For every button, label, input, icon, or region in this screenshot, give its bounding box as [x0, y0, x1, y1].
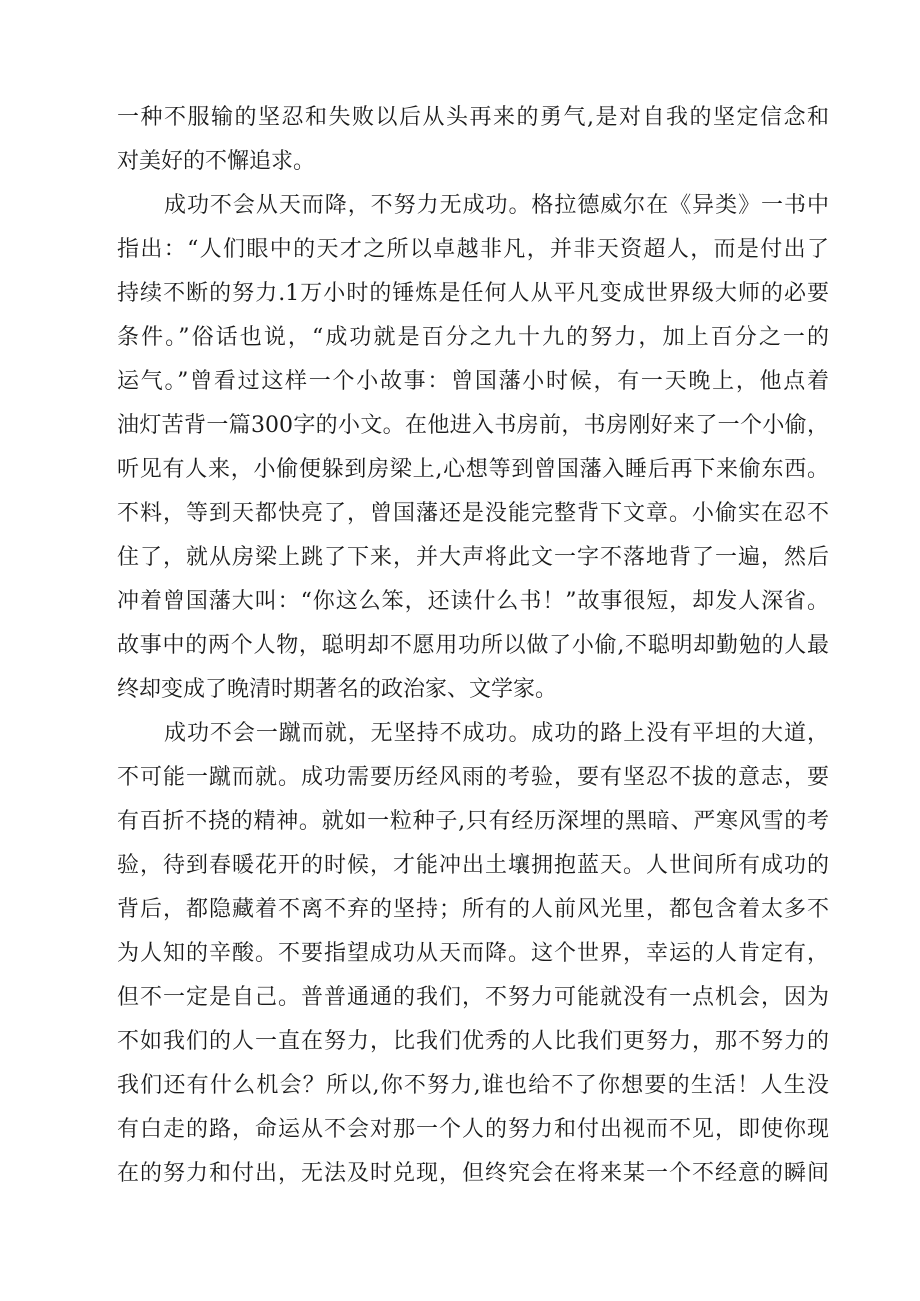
- paragraph-2-line-3: 持续不断的努力.1万小时的锤炼是任何人从平凡变成世界级大师的必要: [117, 281, 829, 306]
- paragraph-2-line-8: 不料，等到天都快亮了，曾国藩还是没能完整背下文章。小偷实在忍不: [117, 501, 829, 526]
- paragraph-3-line-8: 不如我们的人一直在努力，比我们优秀的人比我们更努力，那不努力的: [117, 1029, 829, 1054]
- paragraph-3-line-9: 我们还有什么机会？所以,你不努力,谁也给不了你想要的生活！人生没: [117, 1073, 829, 1098]
- paragraph-3-line-7: 但不一定是自己。普普通通的我们，不努力可能就没有一点机会，因为: [117, 985, 829, 1010]
- paragraph-2-line-5: 运气。”曾看过这样一个小故事：曾国藩小时候，有一天晚上，他点着: [117, 369, 829, 394]
- paragraph-3-line-3: 有百折不挠的精神。就如一粒种子,只有经历深埋的黑暗、严寒风雪的考: [117, 809, 829, 834]
- paragraph-3-line-6: 为人知的辛酸。不要指望成功从天而降。这个世界，幸运的人肯定有，: [117, 941, 829, 966]
- paragraph-2-line-6: 油灯苦背一篇300字的小文。在他进入书房前，书房刚好来了一个小偷，: [117, 413, 829, 438]
- paragraph-3-line-1: 成功不会一蹴而就，无坚持不成功。成功的路上没有平坦的大道，: [164, 721, 829, 746]
- paragraph-3-line-5: 背后，都隐藏着不离不弃的坚持；所有的人前风光里，都包含着太多不: [117, 897, 829, 922]
- paragraph-2-line-1: 成功不会从天而降，不努力无成功。格拉德威尔在《异类》一书中: [164, 193, 829, 218]
- paragraph-2-line-2: 指出：“人们眼中的天才之所以卓越非凡，并非天资超人，而是付出了: [117, 237, 829, 262]
- paragraph-2-line-4: 条件。”俗话也说，“成功就是百分之九十九的努力，加上百分之一的: [117, 325, 829, 350]
- paragraph-3-line-4: 验，待到春暖花开的时候，才能冲出土壤拥抱蓝天。人世间所有成功的: [117, 853, 829, 878]
- paragraph-1-line-1: 一种不服输的坚忍和失败以后从头再来的勇气,是对自我的坚定信念和: [117, 105, 829, 130]
- paragraph-3-line-10: 有白走的路，命运从不会对那一个人的努力和付出视而不见，即使你现: [117, 1117, 829, 1142]
- paragraph-3-line-11: 在的努力和付出，无法及时兑现，但终究会在将来某一个不经意的瞬间: [117, 1161, 829, 1186]
- paragraph-2-line-7: 听见有人来，小偷便躲到房梁上,心想等到曾国藩入睡后再下来偷东西。: [117, 457, 829, 482]
- paragraph-2-line-12: 终却变成了晚清时期著名的政治家、文学家。: [117, 677, 558, 702]
- paragraph-1-line-2: 对美好的不懈追求。: [117, 149, 316, 174]
- paragraph-2-line-10: 冲着曾国藩大叫：“你这么笨，还读什么书！”故事很短，却发人深省。: [117, 589, 829, 614]
- paragraph-2-line-9: 住了，就从房梁上跳了下来，并大声将此文一字不落地背了一遍，然后: [117, 545, 829, 570]
- paragraph-2-line-11: 故事中的两个人物，聪明却不愿用功所以做了小偷,不聪明却勤勉的人最: [117, 633, 829, 658]
- paragraph-3-line-2: 不可能一蹴而就。成功需要历经风雨的考验，要有坚忍不拔的意志，要: [117, 765, 829, 790]
